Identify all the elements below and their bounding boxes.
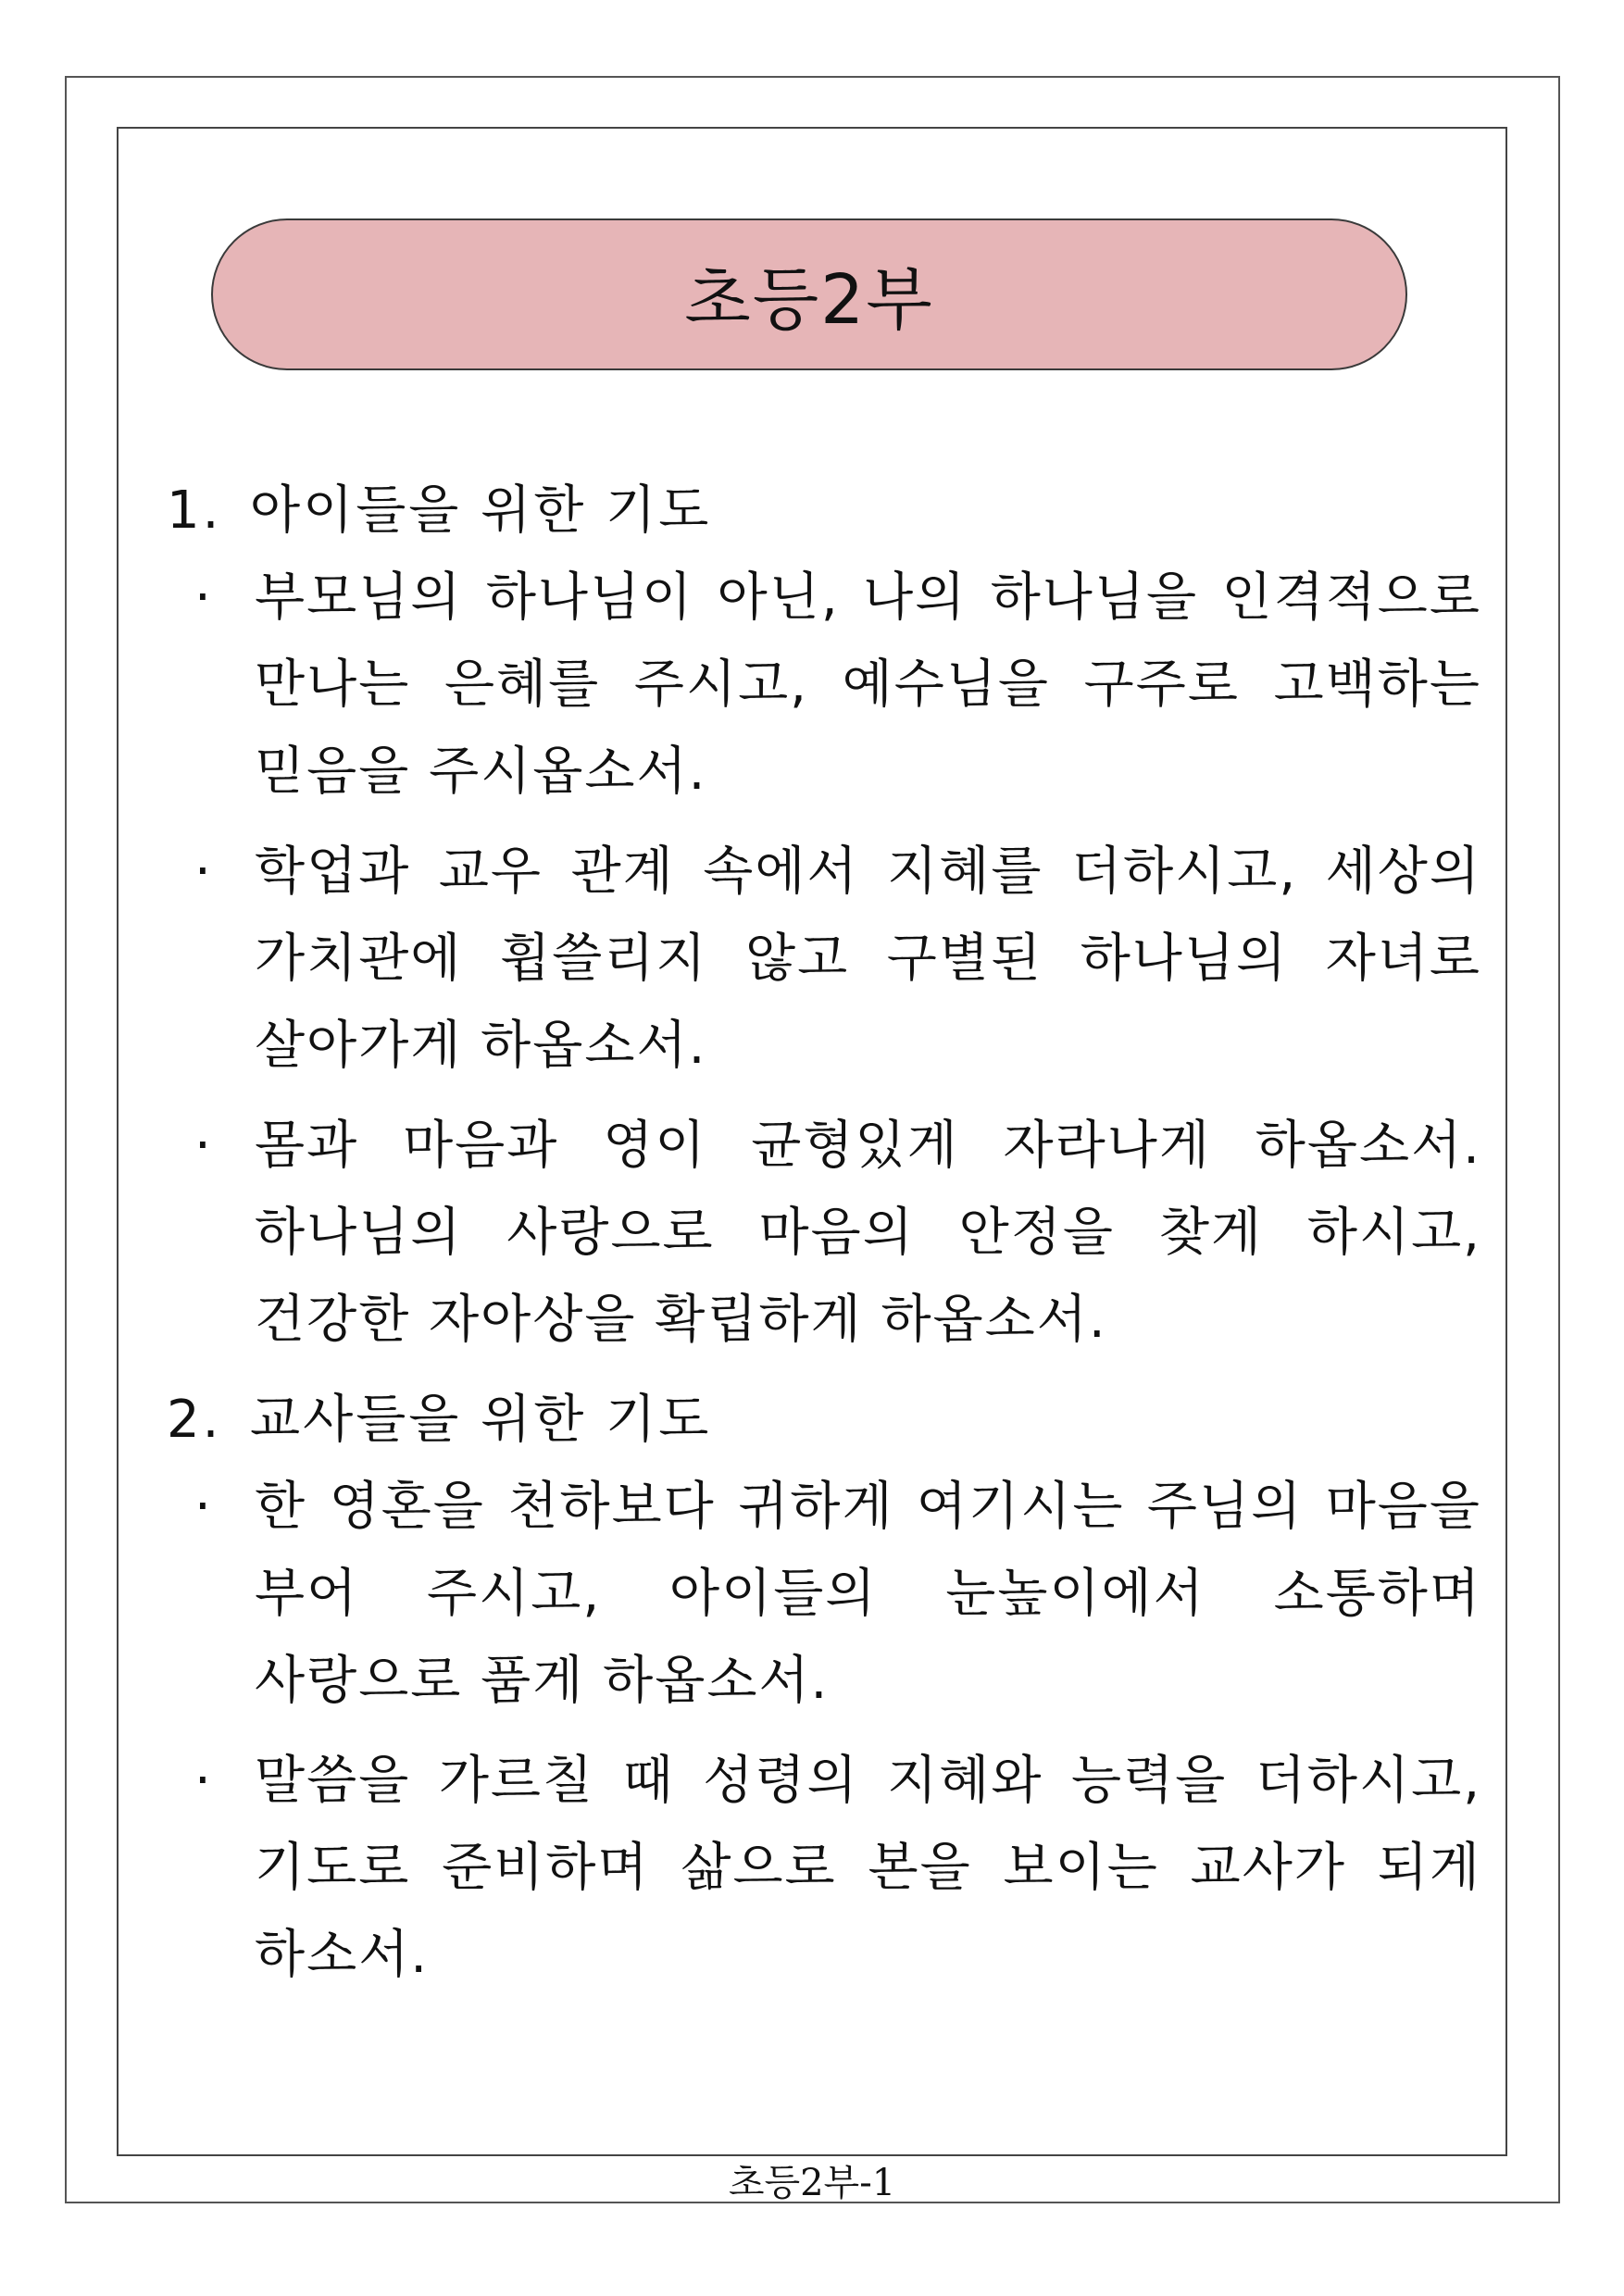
prayer-item: [167, 1464, 1481, 1725]
prayer-item: [167, 829, 1481, 1090]
title-banner: [211, 218, 1407, 370]
page-title: 초등2부: [684, 260, 934, 340]
prayer-item: [167, 1103, 1481, 1364]
bullet-icon: ·: [194, 842, 211, 902]
section-heading-children: [167, 468, 1481, 555]
prayer-item-text: 부모님의 하나님이 아닌, 나의 하나님을 인격적으로 만나는 은혜를 주시고, 예수님을 구주로 고백하는 믿음을 주시옵소서.: [255, 568, 1481, 802]
bullet-icon: ·: [194, 1477, 211, 1537]
page-footer: 초등2부-1: [728, 2162, 896, 2204]
section-title: 아이들을 위한 기도: [250, 480, 712, 541]
section-heading-teachers: [167, 1377, 1481, 1464]
prayer-item-text: 몸과 마음과 영이 균형있게 자라나게 하옵소서. 하나님의 사랑으로 마음의 안정을 찾게 하시고, 건강한 자아상을 확립하게 하옵소서.: [255, 1116, 1481, 1350]
bullet-icon: ·: [194, 568, 211, 628]
prayer-content: [167, 468, 1481, 2012]
section-number: 2.: [167, 1390, 222, 1450]
prayer-item-text: 한 영혼을 천하보다 귀하게 여기시는 주님의 마음을 부어 주시고, 아이들의 눈높이에서 소통하며 사랑으로 품게 하옵소서.: [255, 1477, 1481, 1711]
prayer-item: [167, 555, 1481, 816]
bullet-icon: ·: [194, 1116, 211, 1176]
section-number: 1.: [167, 480, 222, 541]
prayer-item: [167, 1738, 1481, 1999]
prayer-item-text: 말씀을 가르칠 때 성령의 지혜와 능력을 더하시고, 기도로 준비하며 삶으로 본을 보이는 교사가 되게 하소서.: [255, 1751, 1481, 1985]
bullet-icon: ·: [194, 1751, 211, 1811]
section-title: 교사들을 위한 기도: [250, 1390, 712, 1450]
prayer-item-text: 학업과 교우 관계 속에서 지혜를 더하시고, 세상의 가치관에 휩쓸리지 않고 구별된 하나님의 자녀로 살아가게 하옵소서.: [255, 842, 1481, 1076]
